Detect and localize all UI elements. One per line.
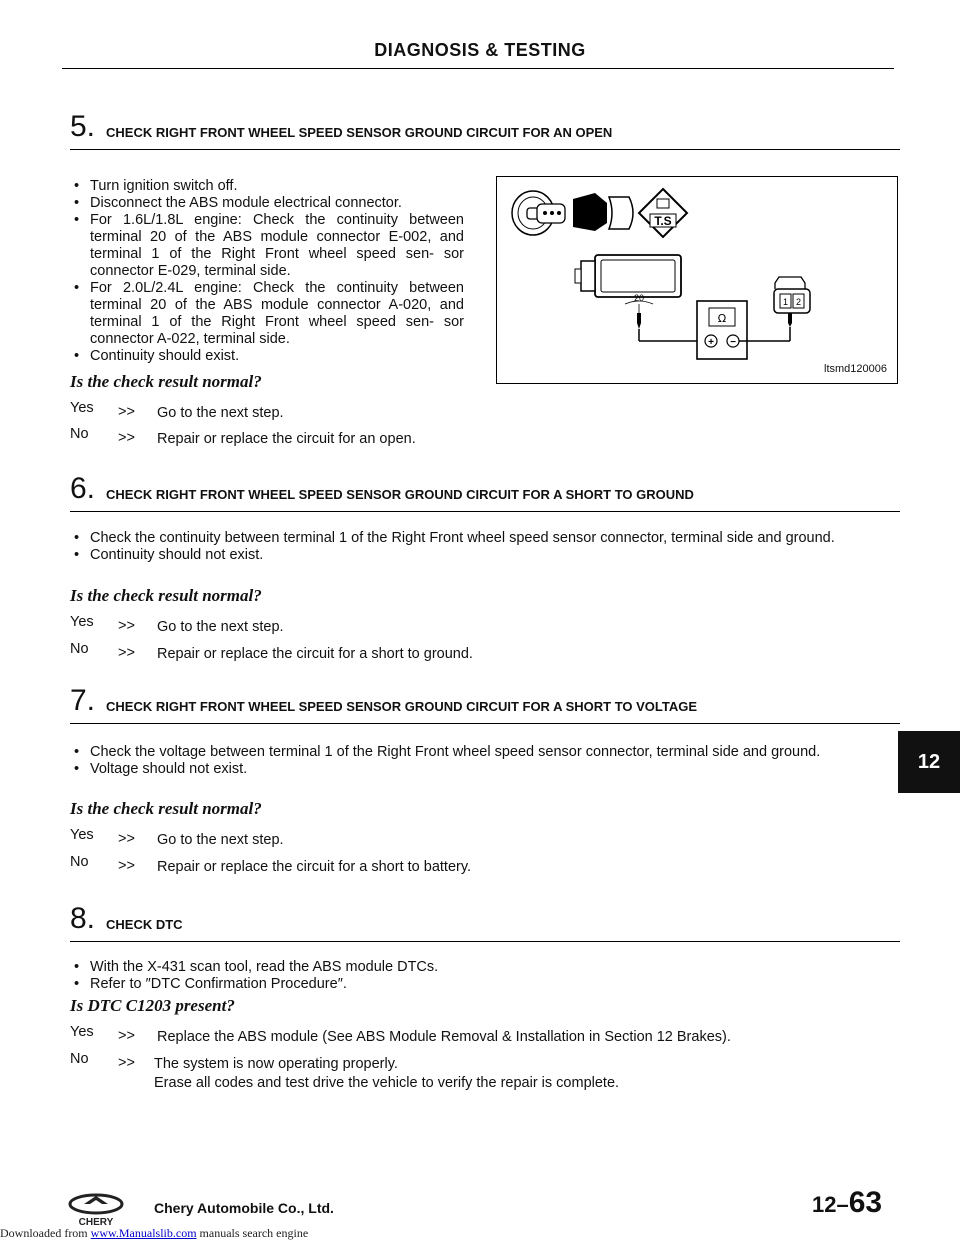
step-6-title: CHECK RIGHT FRONT WHEEL SPEED SENSOR GROUND CIRCUIT FOR A SHORT TO GROUND	[106, 487, 694, 502]
no-label: No	[70, 426, 89, 442]
list-item: • Check the continuity between terminal 1 of the Right Front wheel speed sensor connector, terminal side and ground.	[72, 530, 882, 547]
step-7-question: Is the check result normal?	[70, 799, 262, 818]
list-item: • Continuity should not exist.	[72, 547, 882, 564]
page-header-title: DIAGNOSIS & TESTING	[374, 40, 586, 60]
circuit-diagram-figure	[496, 176, 898, 384]
probe-left	[637, 313, 641, 329]
step-5-bullets	[72, 178, 464, 365]
page-num: 63	[848, 1186, 883, 1219]
list-item: • Refer to ″DTC Confirmation Procedure″.	[72, 976, 872, 993]
step-5-question: Is the check result normal?	[70, 372, 262, 391]
footer-company: Chery Automobile Co., Ltd.	[154, 1200, 334, 1216]
list-item: • Check the voltage between terminal 1 of the Right Front wheel speed sensor connector, terminal side and ground.	[72, 744, 872, 761]
step-7-yes-row	[70, 827, 870, 851]
step-8-no-row	[70, 1051, 890, 1095]
step-7-heading	[70, 684, 900, 724]
yes-label: Yes	[70, 400, 94, 416]
no-label: No	[70, 641, 89, 657]
download-suffix: manuals search engine	[196, 1226, 309, 1240]
step-7-no-row	[70, 854, 870, 878]
multimeter-icon	[697, 301, 747, 359]
step-6-question: Is the check result normal?	[70, 586, 262, 605]
circuit-diagram	[497, 177, 897, 383]
no-label: No	[70, 1051, 89, 1067]
step-5-title: CHECK RIGHT FRONT WHEEL SPEED SENSOR GROUND CIRCUIT FOR AN OPEN	[106, 125, 613, 140]
chery-logo-icon	[64, 1192, 128, 1228]
page-number	[812, 1186, 882, 1220]
step-5-no-row	[70, 426, 870, 450]
step-8-yes-text: Replace the ABS module (See ABS Module Removal & Installation in Section 12 Brakes).	[157, 1029, 731, 1045]
list-item: • Turn ignition switch off.	[72, 178, 464, 195]
step-8-bullets	[72, 959, 872, 993]
step-5-rule	[70, 149, 900, 150]
step-7-no-text: Repair or replace the circuit for a short to battery.	[157, 859, 472, 875]
list-item: • With the X-431 scan tool, read the ABS module DTCs.	[72, 959, 872, 976]
arrow: >>	[118, 858, 135, 874]
probe-right	[788, 313, 792, 327]
arrow: >>	[118, 645, 135, 661]
step-8-rule	[70, 941, 900, 942]
wheel-speed-sensor-connector-icon	[774, 277, 810, 313]
test-sign-icon	[639, 189, 687, 237]
step-6-no-text: Repair or replace the circuit for a short to ground.	[157, 646, 473, 662]
step-6-yes-text: Go to the next step.	[157, 619, 284, 635]
step-6-rule	[70, 511, 900, 512]
step-7-title: CHECK RIGHT FRONT WHEEL SPEED SENSOR GROUND CIRCUIT FOR A SHORT TO VOLTAGE	[106, 699, 698, 714]
pin-2-label: 2	[795, 297, 802, 307]
step-7-number: 7.	[70, 684, 96, 717]
yes-label: Yes	[70, 614, 94, 630]
chery-logo	[64, 1192, 128, 1228]
step-8-no-line-1: The system is now operating properly.	[154, 1056, 398, 1072]
abs-module-connector-icon	[575, 255, 681, 313]
arrow: >>	[118, 1055, 135, 1071]
step-6-no-row	[70, 641, 870, 665]
arrow: >>	[118, 430, 135, 446]
step-8-no-line-2: Erase all codes and test drive the vehicle to verify the repair is complete.	[154, 1075, 620, 1091]
ts-label: T.S	[654, 214, 672, 228]
ohm-symbol: Ω	[717, 312, 727, 325]
section-tab: 12	[898, 731, 960, 793]
header-divider	[62, 68, 894, 69]
arrow: >>	[118, 404, 135, 420]
step-7-bullets	[72, 744, 872, 778]
list-item: • Disconnect the ABS module electrical connector.	[72, 195, 464, 212]
step-5-number: 5.	[70, 110, 96, 143]
step-7-rule	[70, 723, 900, 724]
step-8-yes-row	[70, 1024, 890, 1048]
pin-1-label: 1	[782, 297, 789, 307]
download-source-line	[0, 1226, 308, 1241]
plus-sign: +	[708, 337, 714, 348]
step-5-yes-row	[70, 400, 870, 424]
step-8-no-text	[154, 1055, 619, 1093]
minus-sign: −	[730, 337, 736, 348]
arrow: >>	[118, 1028, 135, 1044]
list-item: • For 1.6L/1.8L engine: Check the continuity between terminal 20 of the ABS module connector E-002, and terminal 1 of the Right Front wheel speed sen- sor connector E-029, terminal side.	[72, 212, 464, 280]
list-item: • Continuity should exist.	[72, 348, 464, 365]
yes-label: Yes	[70, 827, 94, 843]
yes-label: Yes	[70, 1024, 94, 1040]
no-label: No	[70, 854, 89, 870]
arrow: >>	[118, 618, 135, 634]
connector-disconnect-icon	[573, 193, 633, 231]
list-item: • For 2.0L/2.4L engine: Check the continuity between terminal 20 of the ABS module connector A-020, and terminal 1 of the Right Front wheel speed sen- sor connector A-022, terminal side.	[72, 280, 464, 348]
download-prefix: Downloaded from	[0, 1226, 91, 1240]
step-8-question: Is DTC C1203 present?	[70, 996, 235, 1015]
step-5-yes-text: Go to the next step.	[157, 405, 284, 421]
figure-caption: ltsmd120006	[824, 363, 887, 375]
step-8-number: 8.	[70, 902, 96, 935]
list-item: • Voltage should not exist.	[72, 761, 872, 778]
step-6-number: 6.	[70, 472, 96, 505]
step-8-heading	[70, 902, 900, 942]
terminal-20-label: 20	[633, 293, 645, 303]
step-6-yes-row	[70, 614, 870, 638]
step-7-yes-text: Go to the next step.	[157, 832, 284, 848]
step-5-no-text: Repair or replace the circuit for an open.	[157, 431, 416, 447]
ignition-key-icon	[512, 191, 565, 235]
step-8-title: CHECK DTC	[106, 917, 183, 932]
manualslib-link[interactable]: www.Manualslib.com	[90, 1226, 197, 1240]
logo-text: CHERY	[78, 1217, 114, 1228]
page-section: 12–	[812, 1192, 849, 1217]
arrow: >>	[118, 831, 135, 847]
step-6-bullets	[72, 530, 882, 564]
step-6-heading	[70, 472, 900, 512]
step-5-heading	[70, 110, 900, 150]
